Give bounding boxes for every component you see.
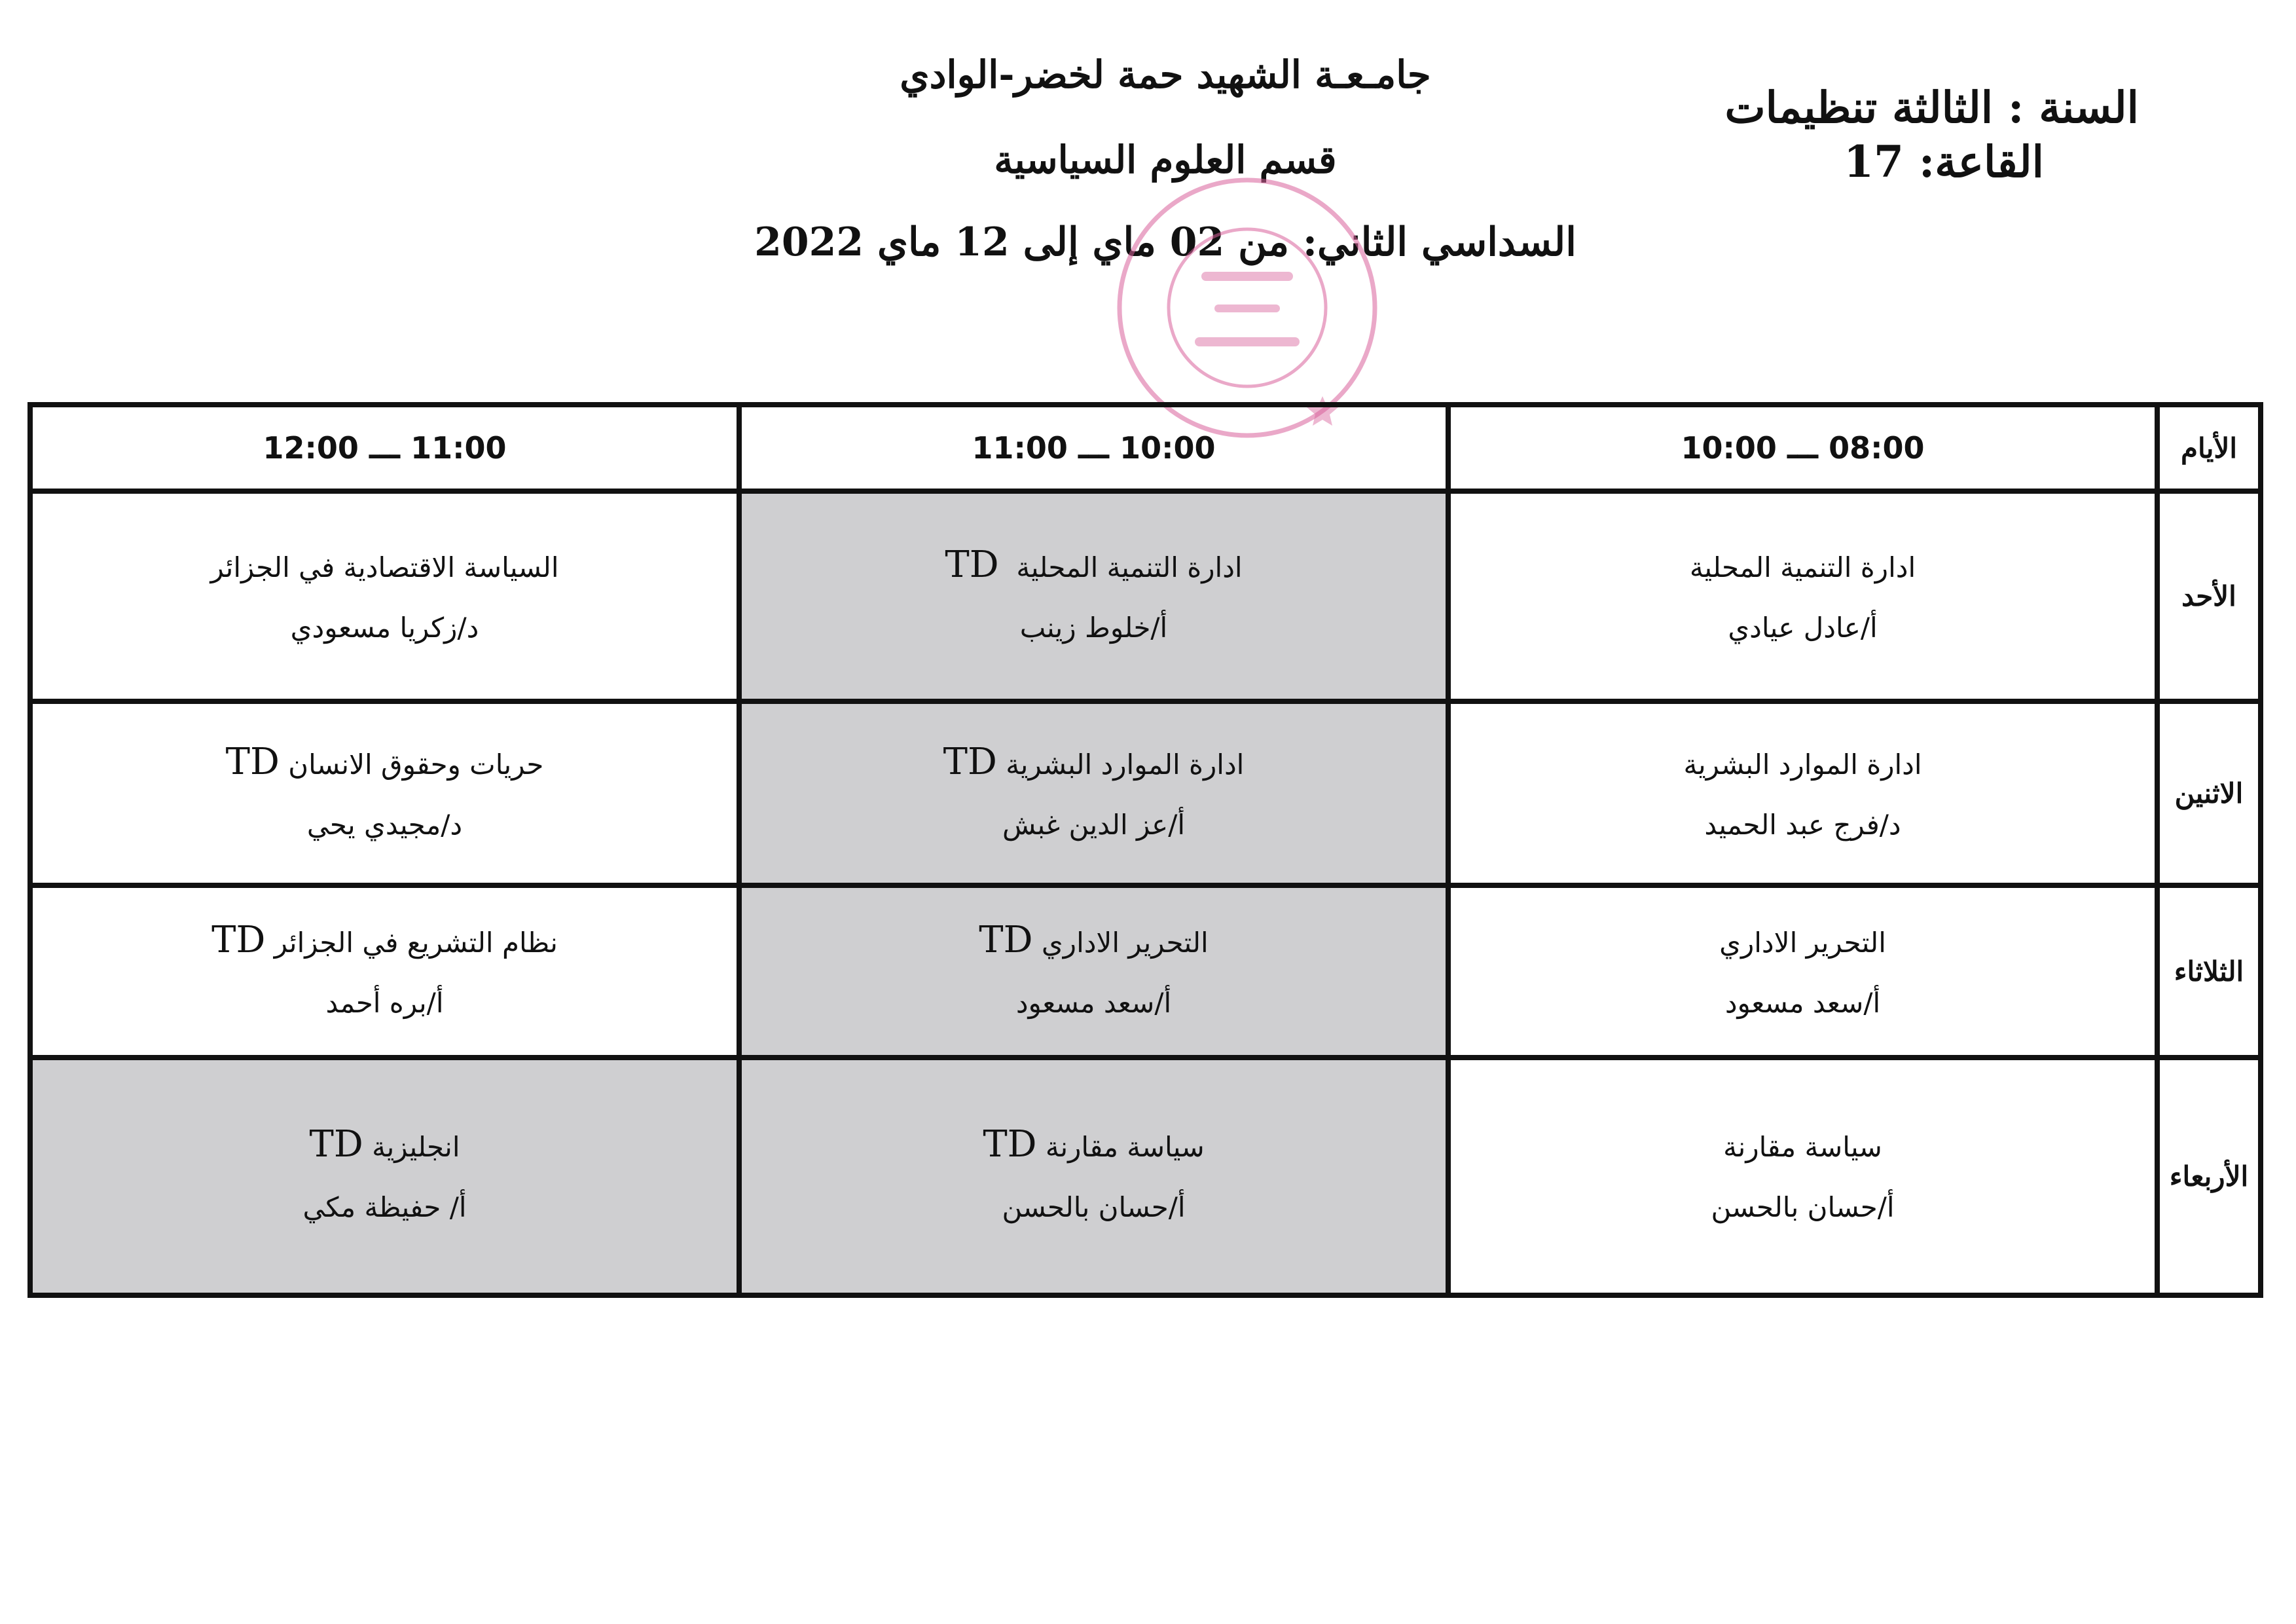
subject-name: حريات وحقوق الانسان <box>288 748 544 781</box>
subject-name: انجليزية <box>372 1131 460 1164</box>
subject-name: ادارة الموارد البشرية <box>1006 748 1245 781</box>
table-row <box>30 491 2261 701</box>
td-mark: TD <box>945 543 999 586</box>
class-cell <box>30 701 739 885</box>
subject-line <box>33 535 737 598</box>
td-mark: TD <box>983 1123 1037 1166</box>
subject-name: التحرير الاداري <box>1041 926 1209 959</box>
subject-line <box>742 732 1446 795</box>
class-cell <box>739 701 1448 885</box>
class-cell <box>739 885 1448 1058</box>
year-label: السنة : الثالثة تنظيمات <box>1724 82 2139 133</box>
day-label: الثلاثاء <box>2157 885 2261 1058</box>
time-slot-2: 10:00 ـــ 11:00 <box>739 405 1448 491</box>
subject-name: سياسة مقارنة <box>1723 1131 1882 1164</box>
td-mark: TD <box>943 740 997 783</box>
class-cell <box>1448 701 2157 885</box>
day-label: الأحد <box>2157 491 2261 701</box>
table-row <box>30 701 2261 885</box>
td-mark: TD <box>225 740 280 783</box>
time-slot-1: 08:00 ـــ 10:00 <box>1448 405 2157 491</box>
professor-name: أ/حسان بالحسن <box>1002 1191 1186 1224</box>
td-mark: TD <box>979 918 1033 961</box>
header-row <box>30 405 2261 491</box>
td-mark: TD <box>309 1123 363 1166</box>
professor-name: أ/عادل عيادي <box>1728 611 1878 644</box>
subject-name: نظام التشريع في الجزائر <box>274 926 558 959</box>
subject-line <box>33 732 737 795</box>
days-header: الأيام <box>2157 405 2261 491</box>
table-row <box>30 1058 2261 1295</box>
subject-line <box>1451 910 2155 973</box>
professor-name: أ/بره أحمد <box>325 986 444 1019</box>
table-row <box>30 885 2261 1058</box>
day-label: الاثنين <box>2157 701 2261 885</box>
class-cell <box>739 491 1448 701</box>
class-cell <box>739 1058 1448 1295</box>
subject-name: ادارة التنمية المحلية <box>1689 551 1916 583</box>
department-title: قسم العلوم السياسية <box>994 138 1337 182</box>
subject-name: التحرير الاداري <box>1719 926 1886 959</box>
class-cell <box>1448 885 2157 1058</box>
subject-line <box>1451 1115 2155 1177</box>
subject-name: السياسة الاقتصادية في الجزائر <box>210 551 559 583</box>
subject-name: ادارة التنمية المحلية <box>1016 551 1243 583</box>
subject-line <box>742 910 1446 973</box>
subject-line <box>33 1115 737 1177</box>
professor-name: أ/ حفيظة مكي <box>302 1191 467 1224</box>
time-slot-3: 11:00 ـــ 12:00 <box>30 405 739 491</box>
class-cell <box>30 1058 739 1295</box>
class-cell <box>1448 1058 2157 1295</box>
semester-title: السداسي الثاني: من 02 ماي إلى 12 ماي 2022 <box>754 219 1576 265</box>
class-cell <box>30 885 739 1058</box>
class-cell <box>1448 491 2157 701</box>
subject-name: سياسة مقارنة <box>1045 1131 1205 1164</box>
subject-line <box>742 1115 1446 1177</box>
subject-line <box>33 910 737 973</box>
day-label: الأربعاء <box>2157 1058 2261 1295</box>
university-title: جامـعـة الشهيد حمة لخضر-الوادي <box>900 52 1431 97</box>
class-cell <box>30 491 739 701</box>
subject-line <box>742 535 1446 598</box>
subject-line <box>1451 535 2155 598</box>
timetable <box>27 402 2263 1298</box>
room-label: القاعة: 17 <box>1844 136 2044 187</box>
professor-name: أ/خلوط زينب <box>1019 611 1168 644</box>
professor-name: د/فرج عبد الحميد <box>1704 808 1901 841</box>
td-mark: TD <box>211 918 266 961</box>
subject-line <box>1451 732 2155 795</box>
professor-name: أ/عز الدين غبش <box>1002 808 1186 841</box>
professor-name: أ/سعد مسعود <box>1724 986 1881 1019</box>
professor-name: د/مجيدي يحي <box>306 808 463 841</box>
subject-name: ادارة الموارد البشرية <box>1683 748 1922 781</box>
professor-name: أ/سعد مسعود <box>1015 986 1172 1019</box>
professor-name: د/زكريا مسعودي <box>290 611 479 644</box>
professor-name: أ/حسان بالحسن <box>1711 1191 1895 1224</box>
